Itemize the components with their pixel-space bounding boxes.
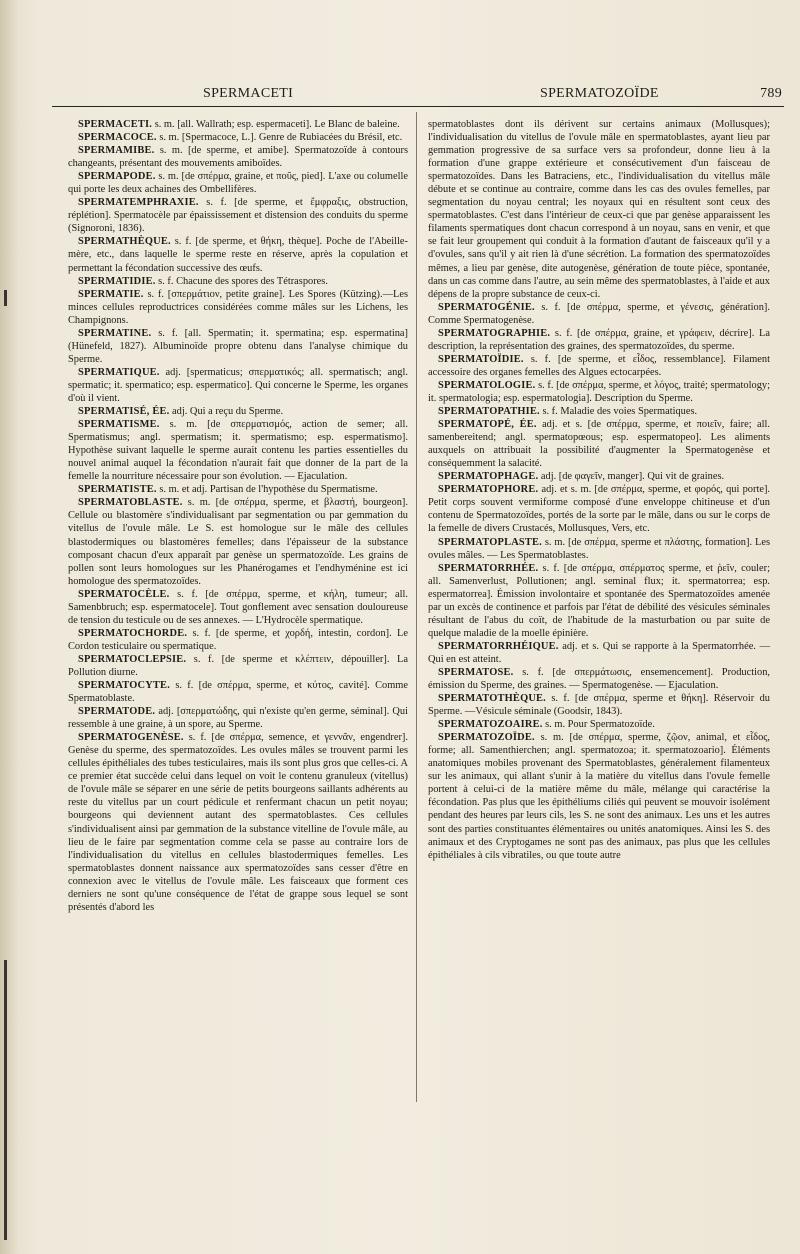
entry-definition: s. m. [de σπέρμα, sperme, ζῷον, animal, et εἶδος, forme; all. Samenthierchen; angl. spermatozoa; it. spermatozoario]. Éléments anatomiques mobiles provenant des Spermatoblastes, généralement filamenteux sur les animaux, qui allant s'unir à la matière du vitellus dans l'ovule femelle portent à celui-ci de la matière même du mâle, mélange qui caractérise la fécondation. Pas plus que les épithéliums ciliés qui peuvent se mouvoir isolément pendant des heures par leurs cils, les S. ne sont des animaux. Les uns et les autres sont des parties constituantes élémentaires ou unités anatomiques. Ainsi les S. des animaux et des Cryptogames ne sont pas des animaux, pas plus que les cellules épithéliales à cils vibratiles, ou que toute autre xyxy=(428,732,770,861)
entry-definition: s. f. [de sperme, et εἶδος, ressemblance]. Filament accessoire des organes femelles des Algues ectocarpées. xyxy=(428,353,770,378)
running-header xyxy=(40,86,782,106)
entry-definition: s. f. Maladie des voies Spermatiques. xyxy=(542,406,698,418)
dictionary-entry xyxy=(428,640,770,666)
entry-definition: spermatoblastes dont ils dérivent sur certains animaux (Mollusques); l'individualisation du vitellus de l'ovule mâle en spermatoblastes, ayant lieu par gemmation progressive de sa surface vers sa profondeur, donne lieu à la formation d'une grappe extérieure et consécutivement d'un faisceau de spermatozoïdes. Dans les Batraciens, etc., l'individualisation du vitellus mâle débute et se continue au contraire, comme dans les cas des ovules femelles, par segmentation du noyau central; les noyaux qui en résultent sont ceux des spermatoblastes. C'est dans l'intérieur de ceux-ci que par genèse apparaissent les filaments spermatiques dont chacun correspond à un noyau, sans en venir, et que se fait leur groupement qui conduit à la formation d'autant de faisceaux qu'il y a d'ovules, sans qu'il y ait rien là d'une sécrétion. La formation des spermatozoïdes mêmes, a lieu par genèse, dite autogenèse, génération de toute pièce, spontanée, dans un cas comme dans l'autre, au sein même des spermatoblastes, à l'aide et aux dépens de la propre substance de ceux-ci. xyxy=(428,119,770,300)
dictionary-entry xyxy=(68,731,408,914)
dictionary-entry xyxy=(68,118,408,131)
entry-definition: s. m. [Spermacoce, L.]. Genre de Rubiacées du Brésil, etc. xyxy=(159,132,403,144)
entry-headword: SPERMATISME. xyxy=(78,419,160,431)
entry-definition: s. f. Chacune des spores des Tétraspores. xyxy=(158,275,328,287)
entry-definition: adj. et s. m. [de σπέρμα, sperme, et φορός, qui porte]. Petit corps souvent vermiforme composé d'une enveloppe chitineuse et d'un contenu de Spermatozoïdes, portés de la sorte par le mâle, dans ou sur le corps de la femelle de divers Crustacés, Mollusques, Vers, etc. xyxy=(428,484,770,535)
entry-headword: SPERMATOÏDIE. xyxy=(438,353,524,365)
entry-definition: s. f. [de σπέρμα, sperme, et γένεσις, génération]. Comme Spermatogenèse. xyxy=(428,301,770,326)
right-column xyxy=(428,118,770,862)
entry-headword: SPERMATOSE. xyxy=(438,666,514,678)
binding-mark xyxy=(4,290,7,306)
dictionary-entry xyxy=(428,666,770,692)
dictionary-entry xyxy=(68,653,408,679)
page-number: 789 xyxy=(760,86,782,101)
entry-headword: SPERMATIQUE. xyxy=(78,366,160,378)
entry-headword: SPERMATHÈQUE. xyxy=(78,236,171,248)
entry-definition: s. f. [de σπέρμα, sperme et θήκη]. Réservoir du Sperme. —Vésicule séminale (Goodsir, 1843). xyxy=(428,693,770,718)
entry-headword: SPERMATOPATHIE. xyxy=(438,406,540,418)
entry-headword: SPERMAMIBE. xyxy=(78,145,155,157)
entry-definition: s. f. [de sperme, et ἔμφραξις, obstruction, réplétion]. Spermatocèle par épaississement et distension des conduits du sperme (Signoroni, 1836). xyxy=(68,197,408,235)
entry-definition: s. f. [de σπέρμα, graine, et γράφειν, décrire]. La description, la représentation des graines, des spermatozoïdes, du sperme. xyxy=(428,327,770,352)
entry-headword: SPERMACETI. xyxy=(78,119,153,130)
entry-headword: SPERMAPODE. xyxy=(78,171,156,183)
entry-headword: SPERMATISÉ, ÉE. xyxy=(78,406,170,418)
header-right-word: SPERMATOZOÏDE xyxy=(540,86,659,101)
dictionary-entry xyxy=(428,692,770,718)
entry-headword: SPERMATOGENÈSE. xyxy=(78,732,184,744)
dictionary-entry xyxy=(68,588,408,627)
entry-headword: SPERMATOZOAIRE. xyxy=(438,719,543,731)
entry-headword: SPERMATORRHÉIQUE. xyxy=(438,640,559,652)
entry-headword: SPERMATOCLEPSIE. xyxy=(78,653,187,665)
dictionary-entry xyxy=(428,418,770,470)
entry-headword: SPERMATOZOÏDE. xyxy=(438,732,535,744)
entry-headword: SPERMATOCHORDE. xyxy=(78,627,188,639)
entry-definition: s. m. et adj. Partisan de l'hypothèse du Spermatisme. xyxy=(159,484,378,496)
entry-definition: adj. [de φαγεῖν, manger]. Qui vit de graines. xyxy=(540,471,725,483)
dictionary-entry xyxy=(428,379,770,405)
entry-headword: SPERMATOLOGIE. xyxy=(438,379,536,391)
entry-headword: SPERMATOPLASTE. xyxy=(438,536,542,548)
entry-headword: SPERMATOCYTE. xyxy=(78,680,170,692)
entry-definition: s. f. [de σπέρμα, sperme, et λόγος, traité; spermatology; it. spermatologia; esp. espermatologia]. Description du Sperme. xyxy=(428,379,770,404)
entry-headword: SPERMATIE. xyxy=(78,288,144,300)
dictionary-entry xyxy=(68,496,408,587)
entry-definition: adj. et s. [de σπέρμα, sperme, et ποιεῖν, faire; all. samenbereitend; angl. spermatopœous; esp. espermatopeo]. Les aliments auxquels on attribuait la possibilité d'augmenter la Spermatogenèse et conséquemment la salacité. xyxy=(428,419,771,470)
entry-definition: s. m. Pour Spermatozoïde. xyxy=(545,719,655,731)
dictionary-entry xyxy=(428,353,770,379)
entry-definition: s. f. [de sperme et κλέπτειν, dépouiller]. La Pollution diurne. xyxy=(68,653,408,678)
entry-headword: SPERMATOTHÈQUE. xyxy=(438,693,546,705)
dictionary-entry xyxy=(68,275,408,288)
entry-definition: s. f. [de sperme, et χορδή, intestin, cordon]. Le Cordon testiculaire ou spermatique. xyxy=(68,627,408,652)
entry-definition: s. m. [de sperme, et amibe]. Spermatozoïde à contours changeants, présentant des mouvements amiboïdes. xyxy=(68,145,408,170)
column-divider xyxy=(416,112,417,1102)
entry-definition: s. f. [de σπέρμα, sperme, et κήλη, tumeur; all. Samenbbruch; esp. espermatocele]. Tout gonflement avec sensation douloureuse de tension du testicule ou de ses annexes. — L'Hydrocèle spermatique. xyxy=(68,588,408,626)
page-binding-edge xyxy=(0,0,18,1254)
entry-definition: s. m. [de σπέρμα, sperme et πλάστης, formation]. Les ovules mâles. — Les Spermatoblastes. xyxy=(428,536,770,561)
entry-definition: s. f. [de sperme, et θήκη, thèque]. Poche de l'Abeille-mère, etc., dans laquelle le sperme reste en réserve, après la copulation et permettant la fécondation successive des œufs. xyxy=(68,236,408,274)
entry-definition: adj. Qui a reçu du Sperme. xyxy=(172,406,284,418)
entry-headword: SPERMATOBLASTE. xyxy=(78,497,183,509)
dictionary-entry xyxy=(68,288,408,327)
dictionary-entry xyxy=(68,705,408,731)
dictionary-entry xyxy=(68,170,408,196)
entry-definition: s. f. [de σπέρμα, semence, et γεννᾶν, engendrer]. Genèse du sperme, des spermatozoïdes. Les ovules mâles se trouvent parmi les cellules épithéliales des tubes testiculaires, mais ils sont plus gros que celles-ci. A ce premier état succède celui dans lequel on voit le contenu granuleux (vitellus) de l'ovule mâle se séparer en une série de petits bourgeons saillants adhérents au reste du vitellus par un court pédicule et renfermant chacun un petit noyau; bourgeons qui deviennent autant des spermatoblastes. Ces cellules s'individualisent ainsi par gemmation de la substance vitelline de l'ovule mâle, au lieu de le faire par segmentation comme cela se passe au contraire lors de l'individualisation du vitellus en cellules blastodermiques femelles. Les spermatoblastes donnent naissance aux spermatozoïdes sans cesser d'être en connexion avec le vitellus de l'ovule mâle. Les faisceaux que forment ces derniers ne sont qu'une conséquence de l'état de grappe sous lequel se sont présentés d'abord les xyxy=(68,732,408,913)
entry-headword: SPERMATOPÉ, ÉE. xyxy=(438,419,537,431)
entry-definition: adj. et s. Qui se rapporte à la Spermatorrhée. — Qui en est atteint. xyxy=(428,640,770,665)
entry-definition: s. m. [de σπερματισμός, action de semer; all. Spermatismus; angl. spermatism; it. spermatismo; esp. espermatismo]. Hypothèse suivant laquelle le sperme aurait contenu les parties essentielles du nouvel animal auquel la fécondation n'aurait fait que donner de la part de la femelle la nourriture nécessaire pour son évolution. — Ejaculation. xyxy=(68,419,408,483)
entry-definition: s. m. [de σπέρμα, graine, et ποῦς, pied]. L'axe ou columelle qui porte les deux achaines des Ombellifères. xyxy=(68,171,408,196)
header-rule xyxy=(52,106,784,107)
entry-headword: SPERMATOCÈLE. xyxy=(78,588,170,600)
dictionary-entry xyxy=(68,627,408,653)
dictionary-entry xyxy=(428,301,770,327)
entry-definition: s. f. [all. Spermatin; it. spermatina; esp. espermatina] (Hünefeld, 1827). Albuminoïde propre obtenu dans l'analyse chimique du Sperme. xyxy=(68,327,408,365)
entry-definition: s. m. [all. Wallrath; esp. espermaceti]. Le Blanc de baleine. xyxy=(154,119,400,130)
dictionary-entry xyxy=(68,131,408,144)
entry-headword: SPERMATOGRAPHIE. xyxy=(438,327,551,339)
entry-headword: SPERMACOCE. xyxy=(78,132,157,144)
entry-headword: SPERMATINE. xyxy=(78,327,152,339)
entry-headword: SPERMATORRHÉE. xyxy=(438,562,539,574)
dictionary-entry xyxy=(428,470,770,483)
dictionary-entry xyxy=(428,562,770,640)
dictionary-entry xyxy=(428,405,770,418)
entry-headword: SPERMATIDIE. xyxy=(78,275,156,287)
entry-headword: SPERMATODE. xyxy=(78,706,156,718)
dictionary-entry xyxy=(428,718,770,731)
dictionary-entry xyxy=(68,418,408,483)
dictionary-entry xyxy=(68,405,408,418)
dictionary-entry xyxy=(68,366,408,405)
entry-headword: SPERMATEMPHRAXIE. xyxy=(78,197,199,209)
dictionary-entry xyxy=(68,327,408,366)
dictionary-entry xyxy=(428,327,770,353)
dictionary-entry xyxy=(428,118,770,301)
dictionary-entry xyxy=(68,679,408,705)
header-left-word: SPERMACETI xyxy=(203,86,294,101)
dictionary-entry xyxy=(428,731,770,861)
dictionary-entry xyxy=(68,235,408,274)
dictionary-entry xyxy=(428,483,770,535)
entry-definition: s. f. [σπερμάτιον, petite graine]. Les Spores (Kützing).—Les minces cellules reproductrices considérées comme mâles sur les Lichens, les Champignons. xyxy=(68,288,408,326)
dictionary-entry xyxy=(68,483,408,496)
entry-definition: adj. [spermaticus; σπερματικός; all. spermatisch; angl. spermatic; it. spermatico; esp. espermatico]. Qui concerne le Sperme, les organes d'où il vient. xyxy=(68,366,408,404)
entry-definition: adj. [σπερματώδης, qui n'existe qu'en germe, séminal]. Qui ressemble à une graine, à un spore, au Sperme. xyxy=(68,706,408,731)
entry-headword: SPERMATISTE. xyxy=(78,484,157,496)
entry-definition: s. f. [de σπέρμα, sperme, et κύτος, cavité]. Comme Spermatoblaste. xyxy=(68,680,408,705)
dictionary-entry xyxy=(68,196,408,235)
binding-mark xyxy=(4,960,7,1240)
entry-definition: s. f. [de σπερμάτωσις, ensemencement]. Production, émission du Sperme, des graines. — Spermatogenèse. — Ejaculation. xyxy=(428,666,770,692)
entry-headword: SPERMATOPHAGE. xyxy=(438,471,539,483)
left-column xyxy=(68,118,408,914)
dictionary-entry xyxy=(428,536,770,562)
entry-headword: SPERMATOGÉNIE. xyxy=(438,301,535,313)
entry-headword: SPERMATOPHORE. xyxy=(438,484,539,496)
entry-definition: s. f. [de σπέρμα, σπέρματος sperme, et ῥεῖν, couler; all. Samenverlust, Pollutionen; angl. seminal flux; it. spermatorrea; esp. espermatorrea]. Émission involontaire et spontanée des Spermatozoïdes amenée par un excès de continence et parfois par l'état de débilité des vésicules séminales résultant de l'abus du coït, de l'habitude de la masturbation ou par suite de quelque maladie de la moelle épinière. xyxy=(428,562,770,639)
entry-definition: s. m. [de σπέρμα, sperme, et βλαστή, bourgeon]. Cellule ou blastomère s'individualisant par segmentation ou par gemmation du vitellus de l'ovule mâle. Le S. est homologue sur le mâle des cellules blastodermiques ou blastomères femelles; dans l'épaisseur de la substance composant chacun d'eux apparaît par genèse un spermatozoïde. Les grains de pollen sont leurs homologues sur les Phanérogames et l'endhyménine est ici homologue des spermatozoïdes. xyxy=(68,497,408,587)
dictionary-entry xyxy=(68,144,408,170)
